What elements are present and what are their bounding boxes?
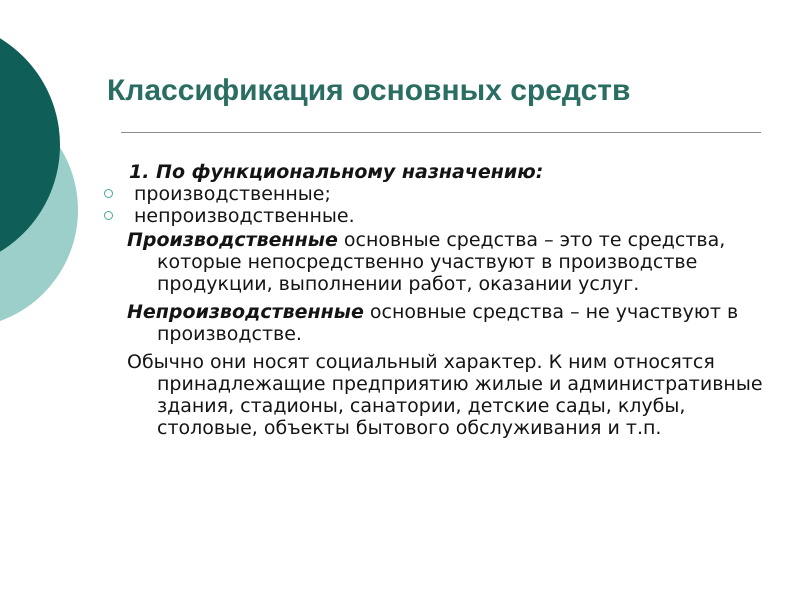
definition-nonproductive <box>127 301 777 345</box>
definition-productive <box>127 229 777 295</box>
term-productive: Производственные <box>127 229 338 251</box>
slide-title: Классификация основных средств <box>107 74 631 107</box>
bullet-text: непроизводственные. <box>134 205 355 227</box>
bullet-list <box>127 183 777 227</box>
definition-text: основные средства – не участвуют в производстве. <box>157 301 739 345</box>
term-nonproductive: Непроизводственные <box>127 301 364 323</box>
list-item <box>104 183 777 205</box>
definition-text: основные средства – это те средства, которые непосредственно участвуют в производстве продукции, выполнении работ, оказании услуг. <box>157 229 726 295</box>
list-item <box>104 205 777 227</box>
circle-bullet-icon <box>104 189 113 198</box>
circle-bullet-icon <box>104 211 113 220</box>
title-divider <box>121 132 761 133</box>
social-character-paragraph: Обычно они носят социальный характер. К ним относятся принадлежащие предприятию жилые и административные здания, стадионы, санатории, детские сады, клубы, столовые, объекты бытового обслуживания и т.п. <box>127 351 763 439</box>
slide-content <box>127 161 777 439</box>
bullet-text: производственные; <box>134 183 331 205</box>
section-heading: 1. По функциональному назначению: <box>129 161 544 183</box>
